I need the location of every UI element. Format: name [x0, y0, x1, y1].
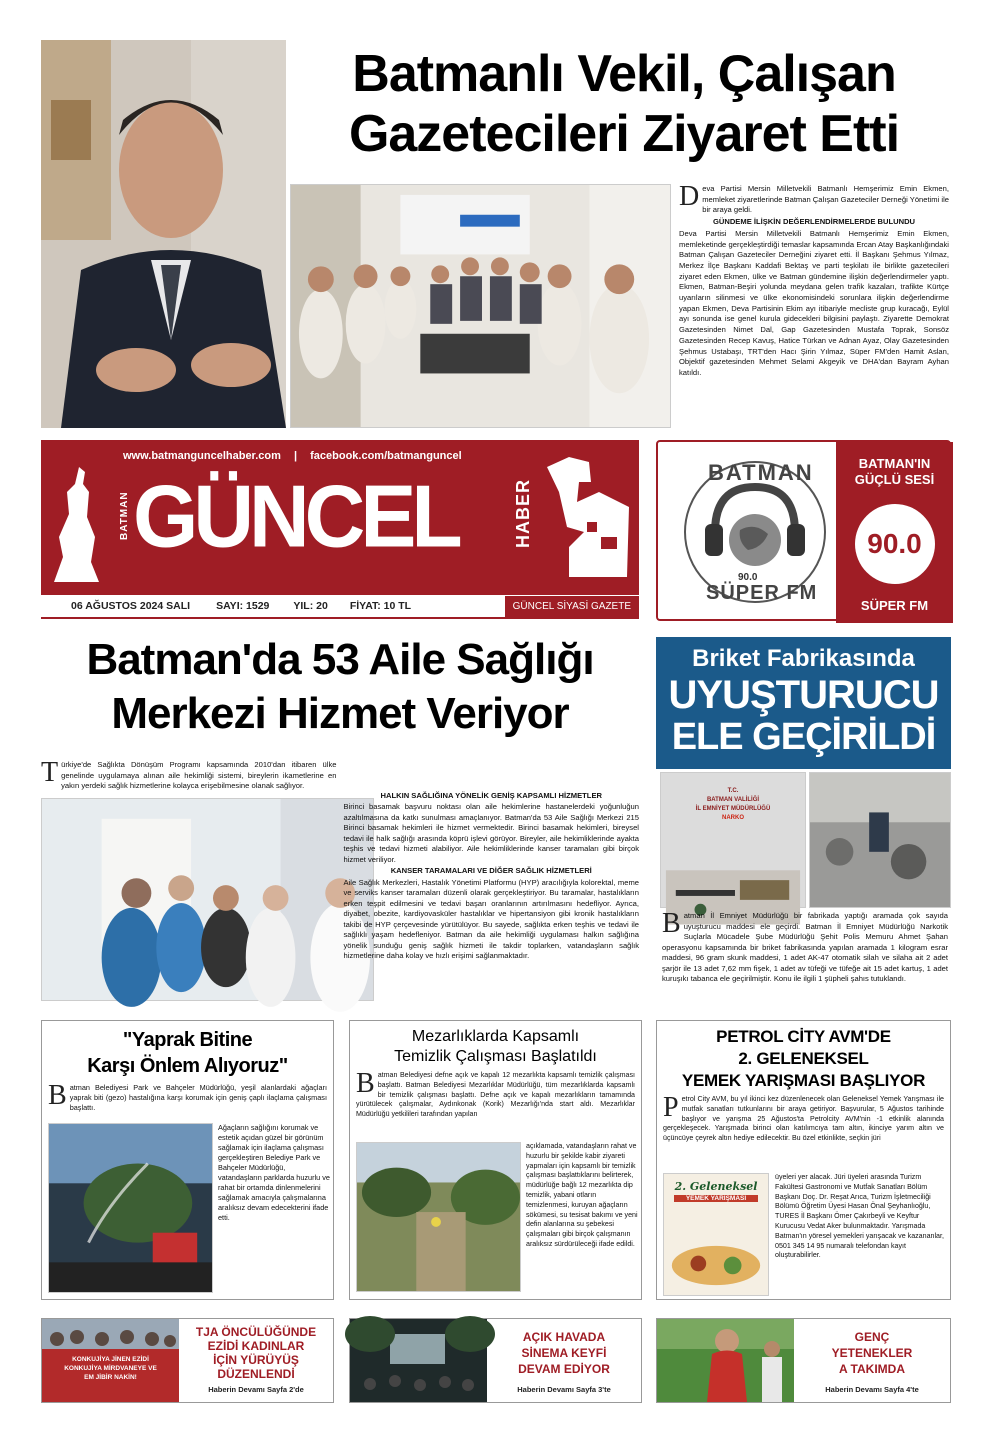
cemetery-story-box — [349, 1020, 642, 1300]
teaser-1[interactable] — [41, 1318, 334, 1403]
teaser-2-photo — [350, 1319, 487, 1402]
drug-factory-photo — [809, 772, 951, 908]
issue-price: FİYAT: 10 TL — [349, 600, 412, 612]
top-headline-line2: Gazetecileri Ziyaret Etti — [348, 105, 900, 163]
teaser-1-title-1: TJA ÖNCÜLÜĞÜNDE — [195, 1325, 317, 1339]
health-sub1: HALKIN SAĞLIĞINA YÖNELİK GENİŞ KAPSAMLI HİZMETLER — [380, 790, 602, 800]
top-subheading: GÜNDEME İLİŞKİN DEĞERLENDİRMELERDE BULUNDU — [712, 217, 916, 227]
teaser-1-banner-2: KONKUJİYA MİRDVANEYE VE — [64, 1365, 157, 1372]
drug-seizure-photo — [660, 772, 806, 908]
health-intro: ürkiye'de Sağlıkta Dönüşüm Programı kapsamında 2010'dan itibaren ülke genelinde uygulamaya alınan aile hekimliği sistemi, bireylerin ikametlerine en yakın yerdeki sağlık hizmetlerine kolayca erişebilmesine olanak sağlıyor. — [61, 760, 337, 790]
seizure-caption-3: İL EMNİYET MÜDÜRLÜĞÜ — [695, 806, 771, 812]
drug-body: atman İl Emniyet Müdürlüğü bir fabrikada yaptığı aramada çok sayıda uyuşturucu maddesi ele geçirdi. Batman İl Emniyet Müdürlüğü Narkotik Suçlarla Mücadele Şube Müdürlüğü Şehit Polis Memuru Ahmet Şahan operasyonu kapsamında bir briket fabrikasında yapılan aramada 1 kilogram esrar maddesi, 96 gram skunk maddesi, 1 adet AK-47 otomatik silah ve silaha ait 2 adet şarjör ile 13 adet 7,62 mm fişek, 1 adet av tüfeği ve tüfeğe ait 15 adet kartuş, 1 adet kuruşıkı tabanca ele geçirilmiştir. Konu ile ilgili 1 şüpheli şahıs tutuklandı. — [662, 911, 948, 983]
health-body1: Birinci basamak başvuru noktası olan aile hekimlerine hastanelerdeki yoğunluğun azaltılmasına da katkı sunulması amaçlanıyor. Batman'da 53 Aile Sağlığı Merkezi 215 Birinci basamak hekimleri ile hizmet vermektedir. Birinci basamak hekimleri, bireysel tedavi ile halk sağlığı arasında köprü işlevi görüyor. Bireyler, aile hekimliklerinde ayakta teşhis ve tedavi hizmeti alabiliyor. Aile hekimliklerinde kanser taramaları gibi birçok hizmet veriliyor. — [343, 802, 639, 864]
logo-guncel: GÜNCEL — [133, 466, 458, 566]
drug-headline-line2: UYUŞTURUCU — [668, 673, 939, 717]
tagline: GÜNCEL SİYASİ GAZETE — [505, 596, 639, 617]
radio-logo-freq: 90.0 — [738, 572, 758, 583]
leaf-spraying-photo — [48, 1123, 213, 1293]
seizure-caption-2: BATMAN VALİLİĞİ — [706, 797, 760, 803]
health-story-text — [41, 757, 639, 1002]
logo-batman: BATMAN — [119, 491, 130, 540]
radio-panel — [836, 442, 953, 623]
radio-slogan-2: GÜÇLÜ SESİ — [854, 472, 935, 487]
facebook-link[interactable]: facebook.com/batmanguncel — [310, 450, 462, 462]
teaser-2[interactable] — [349, 1318, 642, 1403]
teaser-1-title-2: EZİDİ KADINLAR — [207, 1339, 305, 1353]
cemetery-headline-line2: Temizlik Çalışması Başlatıldı — [394, 1048, 597, 1065]
drug-headline-box — [656, 637, 951, 769]
cemetery-photo — [356, 1142, 521, 1292]
radio-frequency-badge: 90.0 — [855, 504, 935, 584]
health-headline — [41, 633, 639, 741]
cemetery-drop-cap: B — [356, 1068, 375, 1099]
drug-headline-line1: Briket Fabrikasında — [692, 645, 915, 672]
mp-portrait-photo — [41, 40, 286, 428]
teaser-3[interactable] — [656, 1318, 951, 1403]
petrol-drop-cap: P — [663, 1092, 679, 1123]
teaser-2-more[interactable]: Haberin Devamı Sayfa 3'te — [517, 1385, 611, 1394]
radio-arc-text: BATMAN — [708, 460, 814, 485]
top-intro: eva Partisi Mersin Milletvekili Batmanlı Hemşerimiz Emin Ekmen, memleket ziyaretlerinde Batman Çalışan Gazeteciler Derneği Yönetimi ile bir araya geldi. — [702, 184, 950, 215]
teaser-3-title-1: GENÇ — [854, 1330, 890, 1344]
petrol-headline-line1: PETROL CİTY AVM'DE — [716, 1027, 891, 1046]
top-drop-cap: D — [679, 181, 700, 212]
health-drop-cap: T — [41, 757, 59, 788]
teaser-2-title-3: DEVAM EDİYOR — [518, 1362, 610, 1376]
top-story-text — [679, 181, 950, 379]
petrol-intro-block — [657, 1092, 950, 1144]
teaser-1-photo — [42, 1319, 179, 1402]
health-headline-line2: Merkezi Hizmet Veriyor — [111, 689, 569, 738]
top-headline — [290, 44, 958, 164]
logo-haber: HABER — [513, 478, 533, 548]
website-link[interactable]: www.batmanguncelhaber.com — [123, 450, 281, 462]
radio-ad — [656, 440, 951, 621]
drug-story-text — [662, 908, 948, 985]
top-body: Deva Partisi Mersin Milletvekili Batmanlı Hemşerimiz Emin Ekmen, memleketinde gerçekleştirdiği temaslar kapsamında Ercan Atay Başkanlığındaki Batman Çalışan Gazeteciler Derneğini ziyaret etti. İl Başkanı Şehmus Yılmaz, Merkez İlçe Başkanı Kaddafi Bektaş ve parti teşkilatı ile birlikte gazetecileri ziyaret eden Ekmen, ülke ve Batman gündemine ilişkin değerlendirmeler yaptı. Ekmen, Batman-Beşiri yolunda meydana gelen trafik kazaları, trafikte Kürtçe uyarıların silinmesi ve ülke ekonomisindeki sorunlara ilişkin değerlendirme yapan Ekmen, Deva Partisinin Ekim ayı itibariyle mecliste grup kuracağı, Eylül ayı sonunda ise genel kurula gidecekleri bilgisini paylaştı. Ziyarette Demokrat Gazetesinden Nimet Dal, Gap Gazetesinden Mustafa Toprak, Sonsöz Gazetesinden Recep Kavuş, Hatice Türkan ve Adnan Ayaz, Olay Gazetesinden Şehmus Ustabaşı, TRT'den Hacı Şirin Yılmaz, Süper FM'den Hamit Aslan, Objektif gazetesinden Mehmet Selami Akgeyik ve DHA'dan Bayram Ayhan katıldı. — [679, 228, 949, 377]
teaser-3-photo — [657, 1319, 794, 1402]
poster-subtitle: YEMEK YARIŞMASI — [674, 1195, 758, 1202]
cemetery-headline-line1: Mezarlıklarda Kapsamlı — [411, 1028, 580, 1045]
seizure-caption-4: NARKO — [722, 815, 744, 821]
petrol-intro: etrol City AVM, bu yıl ikinci kez düzenlenecek olan Geleneksel Yemek Yarışması ile mutfak sanatları tutkunlarını bir araya getiriyor. Başvurular, 5 Ağustos tarihinde başlıyor ve yarışma 25 Ağustos'ta Petrolcity AVM'nin -1 etkinlik alanında gerçekleşecek. Yarışmada birinci olan katılımcıya tam altın, ikinciye yarım altın ve üçüncüye çeyrek altın hediye edilecektir. Bu özel etkinlikte, seçkin jüri — [663, 1095, 944, 1143]
petrol-body: üyeleri yer alacak. Jüri üyeleri arasında Turizm Fakültesi Gastronomi ve Mutfak Sanatları Bölüm Başkanı Doç. Dr. Reşat Arıca, Turizm İşletmeciliği Bölümü Öğretim Üyesi Hasan Önal Şeyhanlıoğlu, TURES İl Başkanı Ömer Çakırbeyli ve Keyftur Kurucusu Vedat Aker bulunmaktadır. Yarışmada Batman'ın yöresel yemekleri yarışacak ve kazananlar, 0501 345 14 95 numaralı telefondan kayıt oluşturabilirler. — [775, 1173, 944, 1260]
cemetery-intro-block — [350, 1067, 641, 1120]
teaser-3-more[interactable]: Haberin Devamı Sayfa 4'te — [825, 1385, 919, 1394]
issue-number: SAYI: 1529 — [216, 600, 270, 612]
health-body2: Aile Sağlık Merkezleri, Hastalık Yönetimi Platformu (HYP) aracılığıyla kolorektal, meme ve serviks kanser taramaları düzenli olarak gerçekleştiriyor. Bu taramalar, hastalıkların erken teşpit edilmesini ve tedavi başarı oranlarının artırılmasını hedefliyor. Ayrıca, diyabet, obezite, kardiyovasküler hastalıklar ve hipertansiyon gibi kronik hastalıkların takibi de HYP çerçevesinde yürütülüyor. Bu sayede, sağlıkta erken teşhis ve tedavi ile sağlıklı yaşam hedefleniyor. Batman da aile hekimliği uygulaması halkın sağlığına yönelik sunduğu geniş sağlık hizmeti ile takdir toplarken, vatandaşların sağlık hizmetlerine daha kolay ve hızlı erişimi sağlanmaktadır. — [343, 877, 639, 961]
masthead-links — [123, 450, 462, 462]
teaser-1-banner-3: EM JİBİR NAKİN! — [84, 1374, 137, 1381]
cemetery-intro: atman Belediyesi defne açık ve kapalı 12 mezarlıkta kapsamlı temizlik çalışması başlattı. Batman Belediyesi Mezarlıklar Müdürlüğü, tüm mezarlıklarda kapsamlı bir temizlik çalışması başlattı. Defne açık ve kapalı mezarlıkların tamamında yürütülecek çalışmalar, Aydınkonak (Korik) Mezarlığı'nda start aldı. Mezarlıklar Müdürlüğü yetkilileri tarafından yapılan — [356, 1071, 635, 1119]
radio-logo-name: SÜPER FM — [706, 582, 818, 604]
poster-title: 2. Geleneksel — [674, 1180, 758, 1193]
statue-logo-icon — [49, 462, 104, 587]
leaf-headline-line1: "Yaprak Bitine — [122, 1029, 253, 1051]
petrol-story-box — [656, 1020, 951, 1300]
oil-pump-icon — [539, 452, 634, 577]
issue-date: 06 AĞUSTOS 2024 SALI — [71, 600, 191, 612]
teaser-2-title-1: AÇIK HAVADA — [522, 1330, 606, 1344]
petrol-poster — [663, 1173, 769, 1296]
links-separator: | — [293, 450, 298, 462]
meeting-photo — [290, 184, 671, 428]
teaser-3-title-2: YETENEKLER — [831, 1346, 913, 1360]
issue-year: YIL: 20 — [293, 600, 328, 612]
issue-bar — [41, 595, 639, 619]
top-headline-line1: Batmanlı Vekil, Çalışan — [352, 45, 896, 103]
masthead — [41, 440, 639, 595]
radio-station-name: SÜPER FM — [860, 598, 929, 613]
drug-drop-cap: B — [662, 908, 681, 939]
cemetery-body: açıklamada, vatandaşların rahat ve huzurlu bir şekilde kabir ziyareti yapmaları için kapsamlı bir temizlik çalışması başlattıklarını belirterek, müdürlüğe bağlı 12 mezarlıkta dip temizlik, yabani otların temizlenmesi, kuruyan ağaçların sökümesi, su tesisat bakımı ve yeni defin alanlarına su şebekesi çalışmaları gibi birçok çalışmanın aralıksız sürdürüleceği ifade edildi. — [526, 1142, 638, 1248]
leaf-body: Ağaçların sağlığını korumak ve estetik açıdan güzel bir görünüm sağlamak için ilaçlama çalışması gerçekleştiren Belediye Park ve Bahçeler Müdürlüğü, vatandaşların parklarda huzurlu ve rahat bir ortamda dinlenmelerini sağlamak amacıyla çalışmalarına aralıksız devam edecekterini ifade etti. — [218, 1123, 330, 1222]
leaf-intro: atman Belediyesi Park ve Bahçeler Müdürlüğü, yeşil alanlardaki ağaçları yaprak biti (gezo) hastalığına karşı korumak için geniş çaplı ilaçlama çalışması başlattı. — [69, 1083, 327, 1112]
teaser-1-more[interactable]: Haberin Devamı Sayfa 2'de — [208, 1385, 304, 1394]
teaser-1-title-4: DÜZENLENDİ — [217, 1367, 295, 1381]
health-headline-line1: Batman'da 53 Aile Sağlığı — [86, 635, 594, 684]
leaf-drop-cap: B — [48, 1080, 67, 1111]
petrol-headline-line2: 2. GELENEKSEL — [738, 1049, 869, 1068]
leaf-story-box — [41, 1020, 334, 1300]
drug-headline-line3: ELE GEÇİRİLDİ — [671, 716, 936, 758]
teaser-2-title-2: SİNEMA KEYFİ — [521, 1346, 607, 1360]
teaser-3-title-3: A TAKIMDA — [839, 1362, 905, 1376]
teaser-1-title-3: İÇİN YÜRÜYÜŞ — [213, 1353, 299, 1367]
seizure-caption-1: T.C. — [727, 788, 739, 794]
leaf-intro-block — [42, 1079, 333, 1113]
leaf-headline-line2: Karşı Önlem Alıyoruz" — [87, 1055, 288, 1077]
health-sub2: KANSER TARAMALARI VE DİĞER SAĞLIK HİZMETLERİ — [390, 866, 592, 876]
teaser-1-banner-1: KONKUJİYA JİNEN EZİDİ — [72, 1356, 149, 1363]
radio-slogan-1: BATMAN'IN — [858, 456, 931, 471]
petrol-headline-line3: YEMEK YARIŞMASI BAŞLIYOR — [681, 1071, 926, 1090]
